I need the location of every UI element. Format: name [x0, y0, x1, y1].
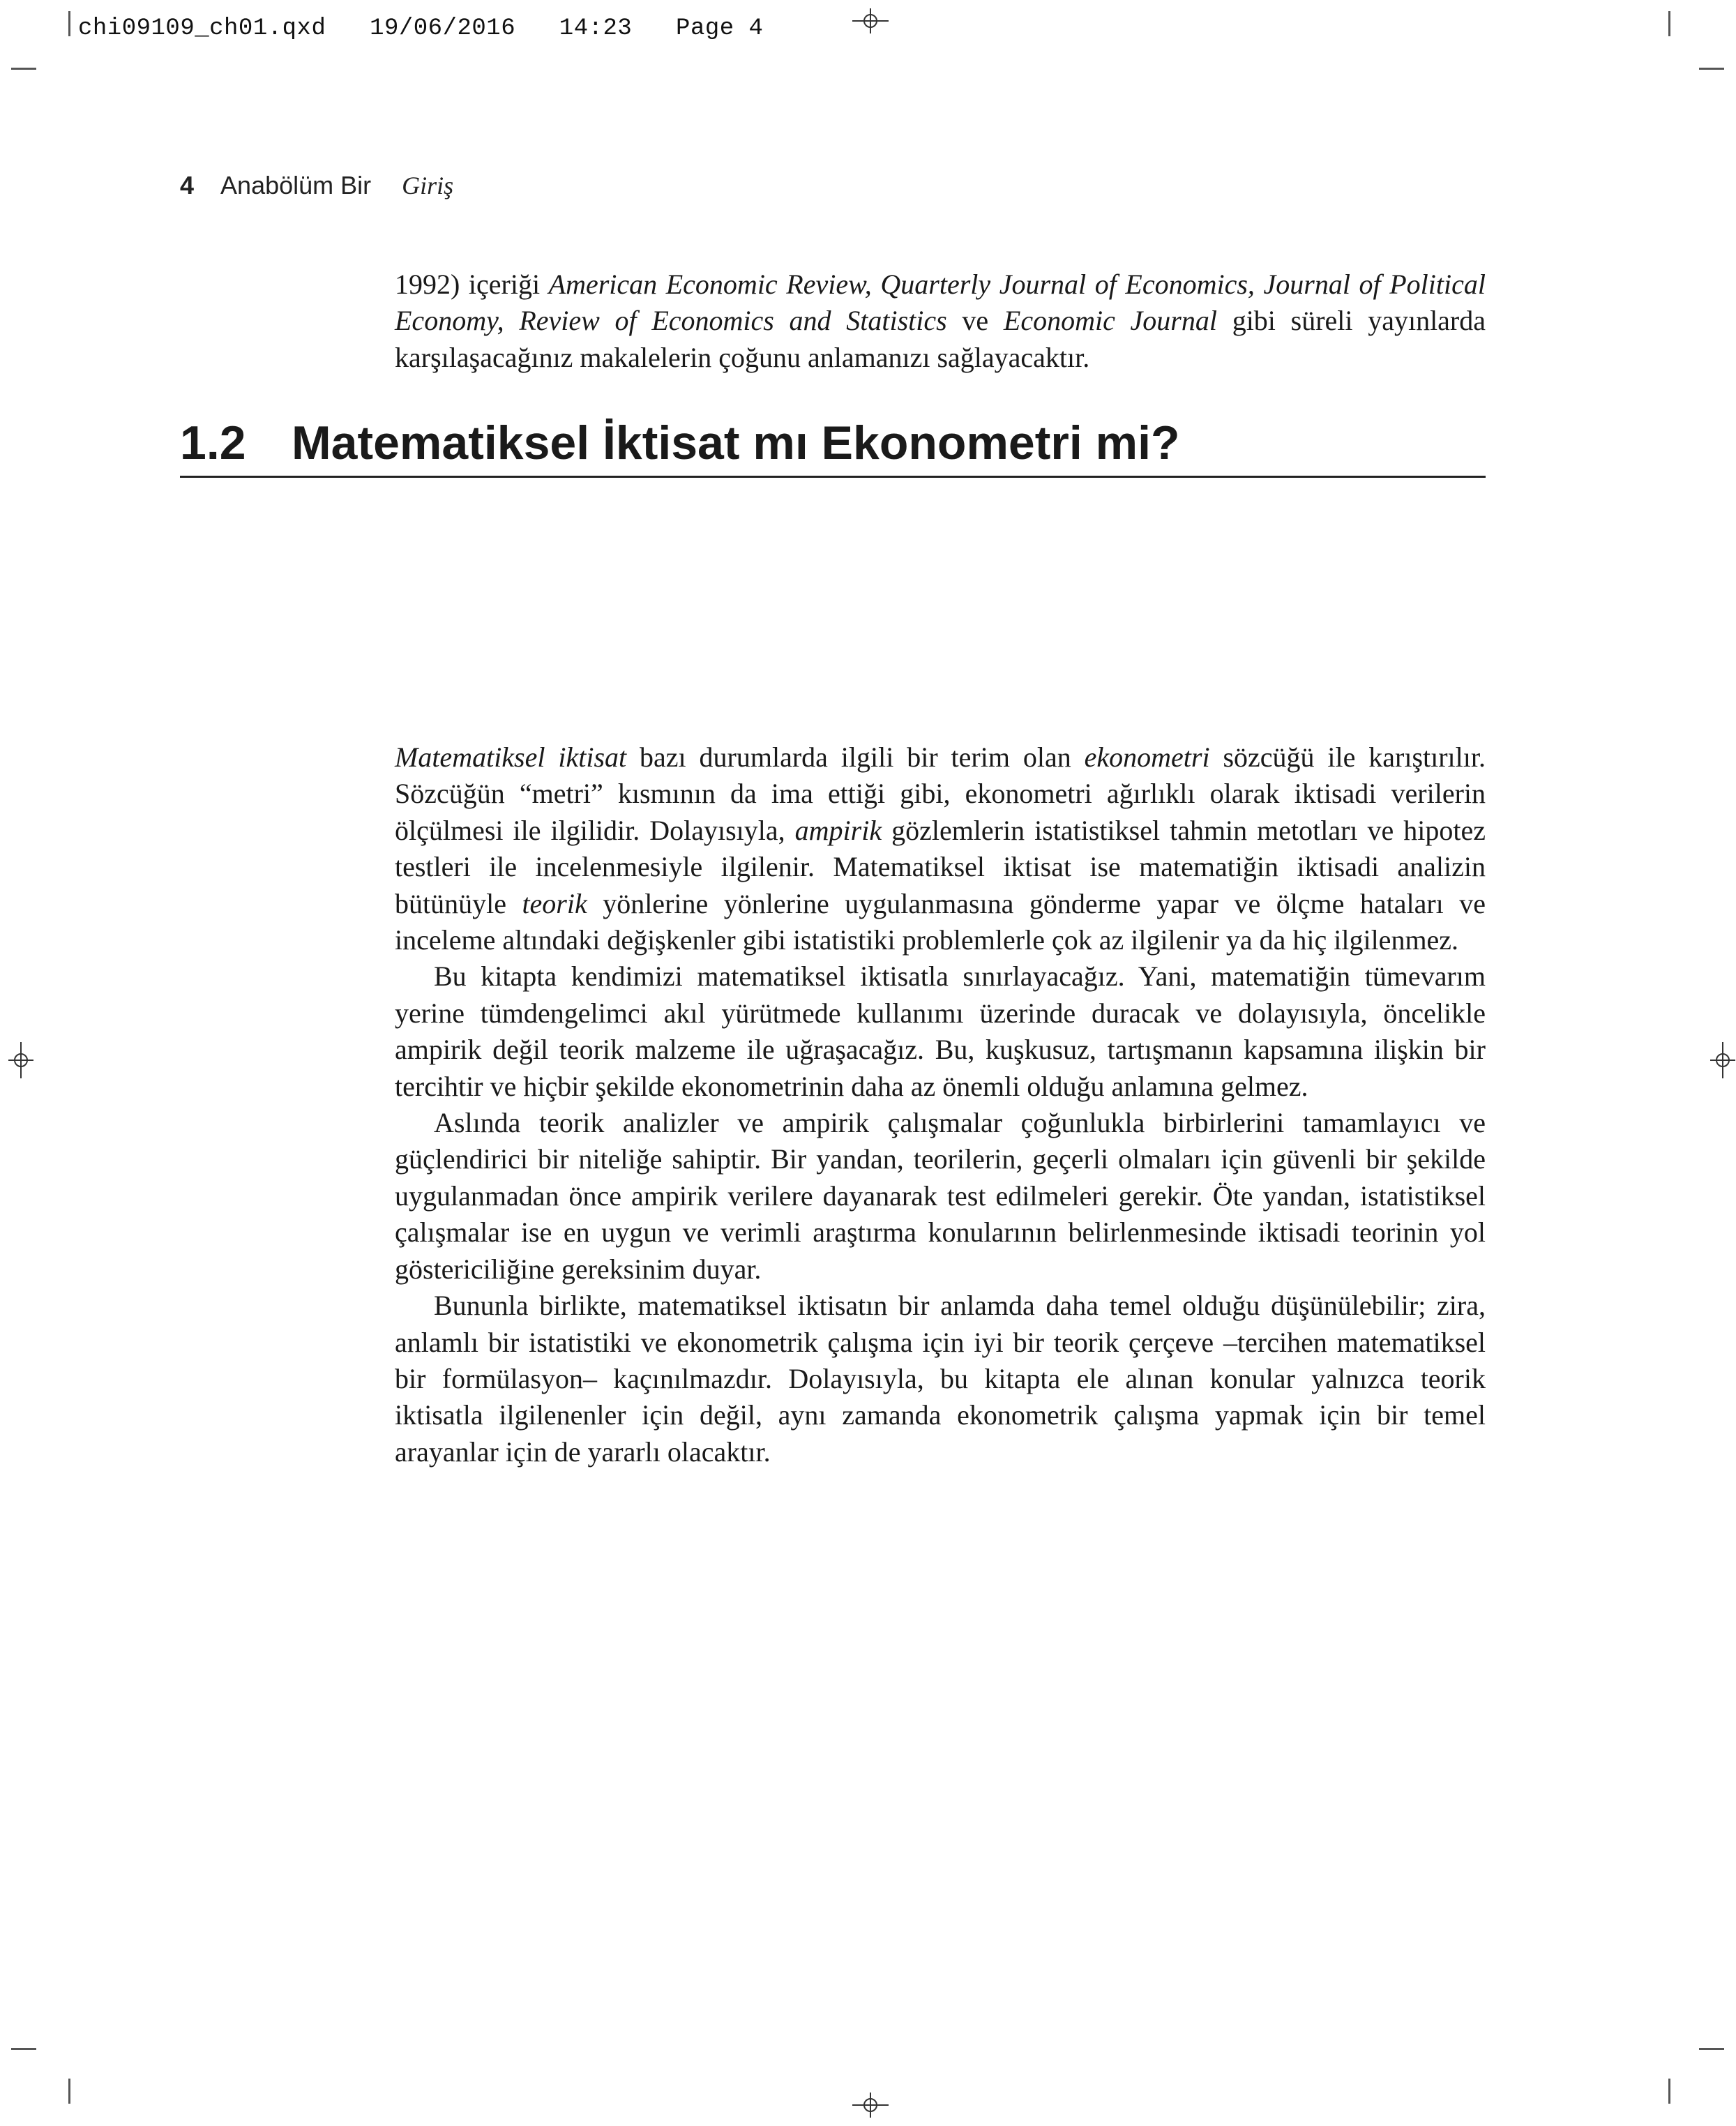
section-number: 1.2 — [180, 416, 246, 469]
text-segment: gözlemlerin istatistiksel tahmin metotları ve hipotez testleri ile incelenmesiyle ilgilenir. Matematiksel iktisat ise matematiğin iktisadi analizin bütünüyle — [395, 814, 1486, 919]
crop-mark-top-left — [68, 11, 70, 36]
section-body — [395, 739, 1486, 1470]
crop-mark-top-right — [1668, 11, 1670, 36]
crop-mark-top-left-horizontal — [11, 68, 36, 70]
text-segment: gibi süreli yayınlarda karşılaşacağınız makalelerin çoğunu anlamanızı sağlayacaktır. — [395, 305, 1486, 373]
chapter-label: Giriş — [402, 172, 454, 199]
text-segment: bazı durumlarda ilgili bir terim olan — [626, 741, 1085, 773]
part-label: Anabölüm Bir — [220, 171, 372, 199]
registration-mark-bottom-icon — [850, 2084, 891, 2126]
text-segment-italic: Economic Journal — [1003, 305, 1217, 337]
text-segment: 1992) içeriği — [395, 269, 549, 300]
paragraph — [395, 1105, 1486, 1288]
text-segment-italic: American Economic Review, Quarterly Journal of Economics, Journal of Political Economy, Review of Economics and Statistics — [395, 269, 1486, 337]
printer-slug: chi09109_ch01.qxd 19/06/2016 14:23 Page 4 — [78, 15, 764, 42]
paragraph — [395, 266, 1486, 376]
registration-mark-top-icon — [850, 0, 891, 42]
paragraph — [395, 958, 1486, 1105]
text-segment: Aslında teorik analizler ve ampirik çalışmalar çoğunlukla birbirlerini tamamlayıcı ve güçlendirici bir niteliğe sahiptir. Bir yandan, teorilerin, geçerli olmaları için güvenli bir şekilde uygulanmadan önce ampirik verilere dayanarak test edilmeleri gerekir. Öte yandan, istatistiksel çalışmalar ise en uygun ve verimli araştırma konularının belirlenmesinde iktisadi teorinin yol göstericiliğine gereksinim duyar. — [395, 1107, 1486, 1285]
text-segment-italic: teorik — [522, 887, 587, 919]
text-segment: Bu kitapta kendimizi matematiksel iktisatla sınırlayacağız. Yani, matematiğin tümevarım yerine tümdengelimci akıl yürütmede kullanımı üzerinde duracak ve dolayısıyla, öncelikle ampirik değil teorik malzeme ile uğraşacağız. Bu, kuşkusuz, tartışmanın kapsamına ilişkin bir tercihtir ve hiçbir şekilde ekonometrinin daha az önemli olduğu anlamına gelmez. — [395, 960, 1486, 1102]
crop-mark-top-right-horizontal — [1699, 68, 1724, 70]
section-title: Matematiksel İktisat mı Ekonometri mi? — [292, 416, 1180, 469]
intro-paragraph — [395, 266, 1486, 376]
crop-mark-bottom-left — [68, 2079, 70, 2104]
registration-mark-right-icon — [1702, 1039, 1736, 1081]
running-head — [180, 171, 453, 200]
text-segment-italic: ekonometri — [1084, 741, 1210, 773]
text-segment-italic: ampirik — [794, 814, 882, 846]
crop-mark-bottom-right-horizontal — [1699, 2048, 1724, 2050]
page-number: 4 — [180, 171, 195, 199]
text-segment: ve — [946, 305, 1004, 337]
section-heading — [180, 412, 1486, 478]
text-segment: sözcüğü ile karıştırılır. Sözcüğün “metri” kısmının da ima ettiği gibi, ekonometri ağırlıklı olarak iktisadi verilerin ölçülmesi ile ilgilidir. Dolayısıyla, — [395, 741, 1486, 846]
text-segment: yönlerine yönlerine uygulanmasına gönderme yapar ve ölçme hataları ve inceleme altındaki değişkenler gibi istatistiki problemlerle çok az ilgilenir ya da hiç ilgilenmez. — [395, 887, 1486, 956]
paragraph — [395, 739, 1486, 958]
text-segment: Bununla birlikte, matematiksel iktisatın bir anlamda daha temel olduğu düşünülebilir; zira, anlamlı bir istatistiki ve ekonometrik çalışma için iyi bir teorik çerçeve –tercihen matematiksel bir formülasyon– kaçınılmazdır. Dolayısıyla, bu kitapta ele alınan konular yalnızca teorik iktisatla ilgilenenler için değil, aynı zamanda ekonometrik çalışma yapmak için bir temel arayanlar için de yararlı olacaktır. — [395, 1290, 1486, 1468]
text-segment-italic: Matematiksel iktisat — [395, 741, 627, 773]
crop-mark-bottom-left-horizontal — [11, 2048, 36, 2050]
crop-mark-bottom-right — [1668, 2079, 1670, 2104]
registration-mark-left-icon — [0, 1039, 42, 1081]
paragraph — [395, 1288, 1486, 1470]
